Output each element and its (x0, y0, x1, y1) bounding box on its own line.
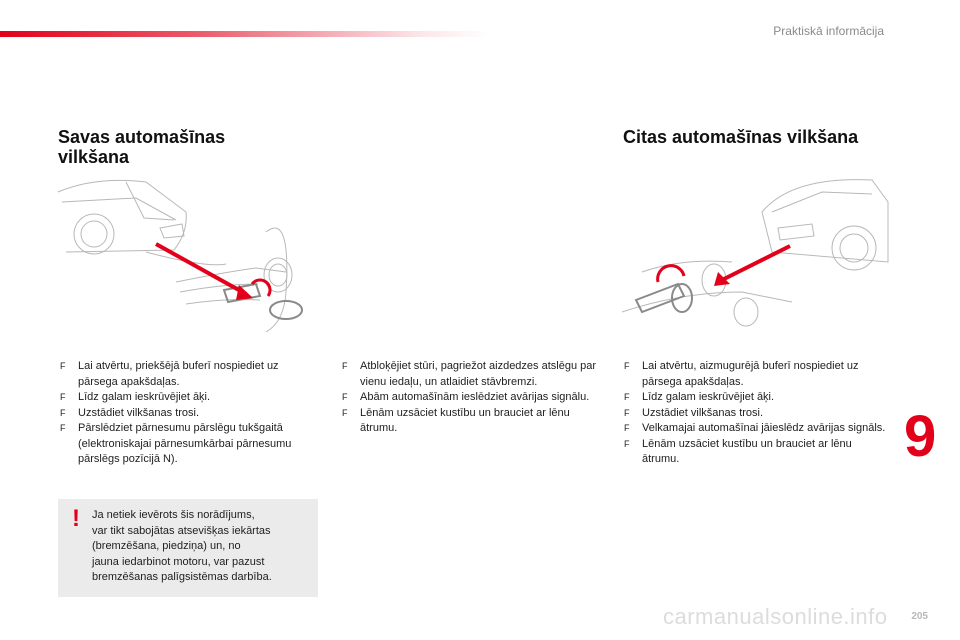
page-number: 205 (911, 611, 928, 622)
bullet-icon: F (60, 392, 66, 402)
chapter-number: 9 (904, 404, 937, 469)
warning-text: Ja netiek ievērots šis norādījums, var tikt sabojātas atsevišķas iekārtas (bremzēšana, piedziņa) un, no jauna iedarbinot motoru, var pazust bremzēšanas palīgsistēmas darbība. (92, 509, 272, 583)
left-section-title: Savas automašīnas vilkšana (58, 127, 226, 167)
bullet-icon: F (342, 361, 348, 371)
list-item: F Lai atvērtu, aizmugurējā buferī nospiediet uz pārsega apakšdaļas. (624, 360, 859, 388)
bullet-icon: F (624, 438, 630, 449)
header-accent-bar (0, 31, 490, 37)
bullet-icon: F (624, 407, 630, 418)
list-item: F Abām automašīnām ieslēdziet avārijas signālu. (342, 390, 608, 406)
section-title: Praktiskā informācija (773, 24, 884, 38)
list-item: F Lai atvērtu, priekšējā buferī nospiediet uz pārsega apakšdaļas. (60, 360, 279, 388)
list-item: F Velkamajai automašīnai jāieslēdz avārijas signāls. (624, 421, 890, 437)
exclamation-icon: ! (72, 505, 80, 532)
middle-steps-list (342, 359, 608, 437)
watermark: carmanualsonline.info (663, 604, 888, 629)
list-item: F Uzstādiet vilkšanas trosi. (60, 406, 316, 422)
bullet-icon: F (60, 361, 66, 371)
list-item: F Lēnām uzsāciet kustību un brauciet ar lēnu ātrumu. (624, 437, 852, 465)
warning-box (58, 499, 318, 597)
bullet-icon: F (60, 423, 66, 433)
bullet-icon: F (342, 392, 348, 402)
left-steps-list (60, 359, 316, 468)
bullet-icon: F (342, 407, 348, 418)
right-section-title: Citas automašīnas vilkšana (623, 127, 859, 147)
bullet-icon: F (60, 407, 66, 418)
front-towing-illustration (56, 172, 322, 332)
list-item: F Lēnām uzsāciet kustību un brauciet ar lēnu ātrumu. (342, 406, 570, 434)
list-item: F Pārslēdziet pārnesumu pārslēgu tukšgaitā (elektroniskajai pārnesumkārbai pārnesumu pārslēgs pozīcijā N). (60, 422, 292, 465)
rear-towing-illustration (622, 172, 890, 332)
list-item: F Līdz galam ieskrūvējiet āķi. (624, 390, 890, 406)
list-item: F Atbloķējiet stūri, pagriežot aizdedzes atslēgu par vienu iedaļu, un atlaidiet stāvbremzi. (342, 360, 597, 388)
right-steps-list (624, 359, 890, 468)
list-item: F Līdz galam ieskrūvējiet āķi. (60, 390, 316, 406)
bullet-icon: F (624, 423, 630, 433)
list-item: F Uzstādiet vilkšanas trosi. (624, 406, 890, 422)
bullet-icon: F (624, 361, 630, 371)
bullet-icon: F (624, 392, 630, 402)
